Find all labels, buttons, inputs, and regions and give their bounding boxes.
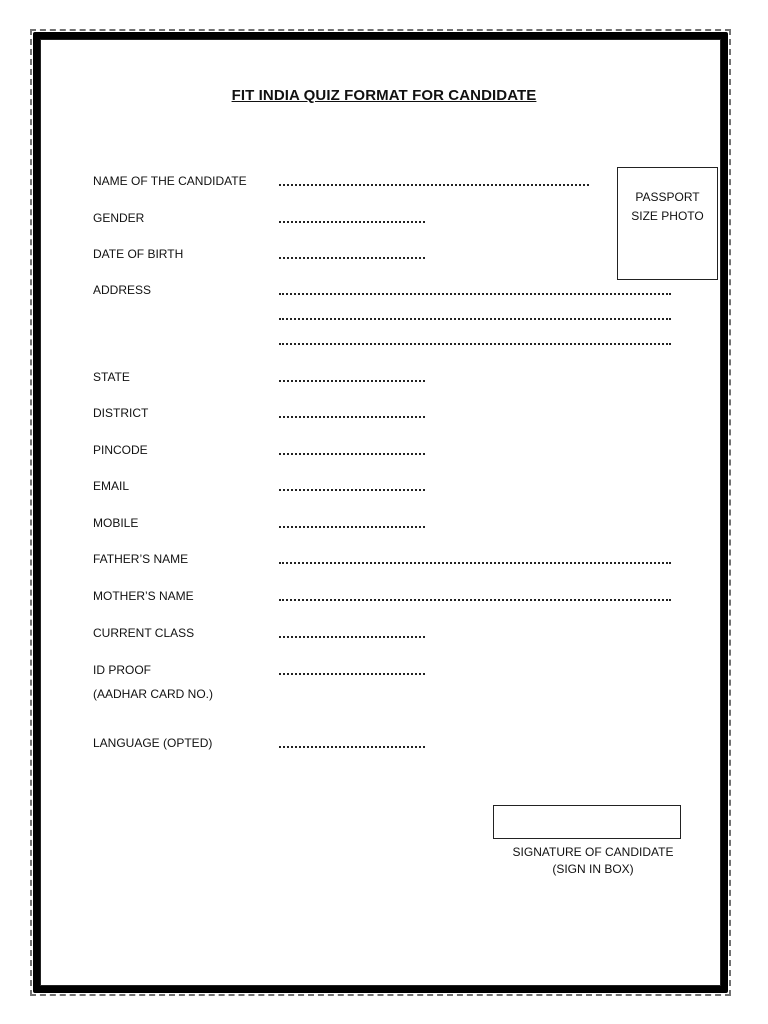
father-name-field[interactable] <box>279 552 671 564</box>
id-proof-field[interactable] <box>279 663 425 675</box>
gender-field[interactable] <box>279 211 425 223</box>
address-field-line2[interactable] <box>279 308 671 320</box>
address-field-line1[interactable] <box>279 283 671 295</box>
gender-label: GENDER <box>93 211 145 225</box>
mobile-label: MOBILE <box>93 516 139 530</box>
language-field[interactable] <box>279 736 425 748</box>
photo-label-line2: SIZE PHOTO <box>631 208 704 223</box>
mother-name-field[interactable] <box>279 589 671 601</box>
email-label: EMAIL <box>93 479 130 493</box>
pincode-label: PINCODE <box>93 443 148 457</box>
address-label: ADDRESS <box>93 283 152 297</box>
mobile-field[interactable] <box>279 516 425 528</box>
address-field-line3[interactable] <box>279 333 671 345</box>
district-field[interactable] <box>279 406 425 418</box>
photo-label-line1: PASSPORT <box>635 189 700 204</box>
name-field[interactable] <box>279 174 589 186</box>
state-field[interactable] <box>279 370 425 382</box>
father-name-label: FATHER’S NAME <box>93 552 189 566</box>
form-title: FIT INDIA QUIZ FORMAT FOR CANDIDATE <box>231 87 537 104</box>
signature-box[interactable] <box>493 805 681 839</box>
district-label: DISTRICT <box>93 406 149 420</box>
email-field[interactable] <box>279 479 425 491</box>
dob-label: DATE OF BIRTH <box>93 247 184 261</box>
pincode-field[interactable] <box>279 443 425 455</box>
name-label: NAME OF THE CANDIDATE <box>93 174 247 188</box>
current-class-label: CURRENT CLASS <box>93 626 195 640</box>
signature-note: (SIGN IN BOX) <box>552 862 634 876</box>
id-proof-label: ID PROOF <box>93 663 152 677</box>
current-class-field[interactable] <box>279 626 425 638</box>
id-proof-note: (AADHAR CARD NO.) <box>93 687 214 701</box>
mother-name-label: MOTHER’S NAME <box>93 589 194 603</box>
state-label: STATE <box>93 370 130 384</box>
dob-field[interactable] <box>279 247 425 259</box>
signature-caption: SIGNATURE OF CANDIDATE <box>512 845 674 859</box>
passport-photo-box[interactable] <box>617 167 718 280</box>
language-label: LANGUAGE (OPTED) <box>93 736 213 750</box>
